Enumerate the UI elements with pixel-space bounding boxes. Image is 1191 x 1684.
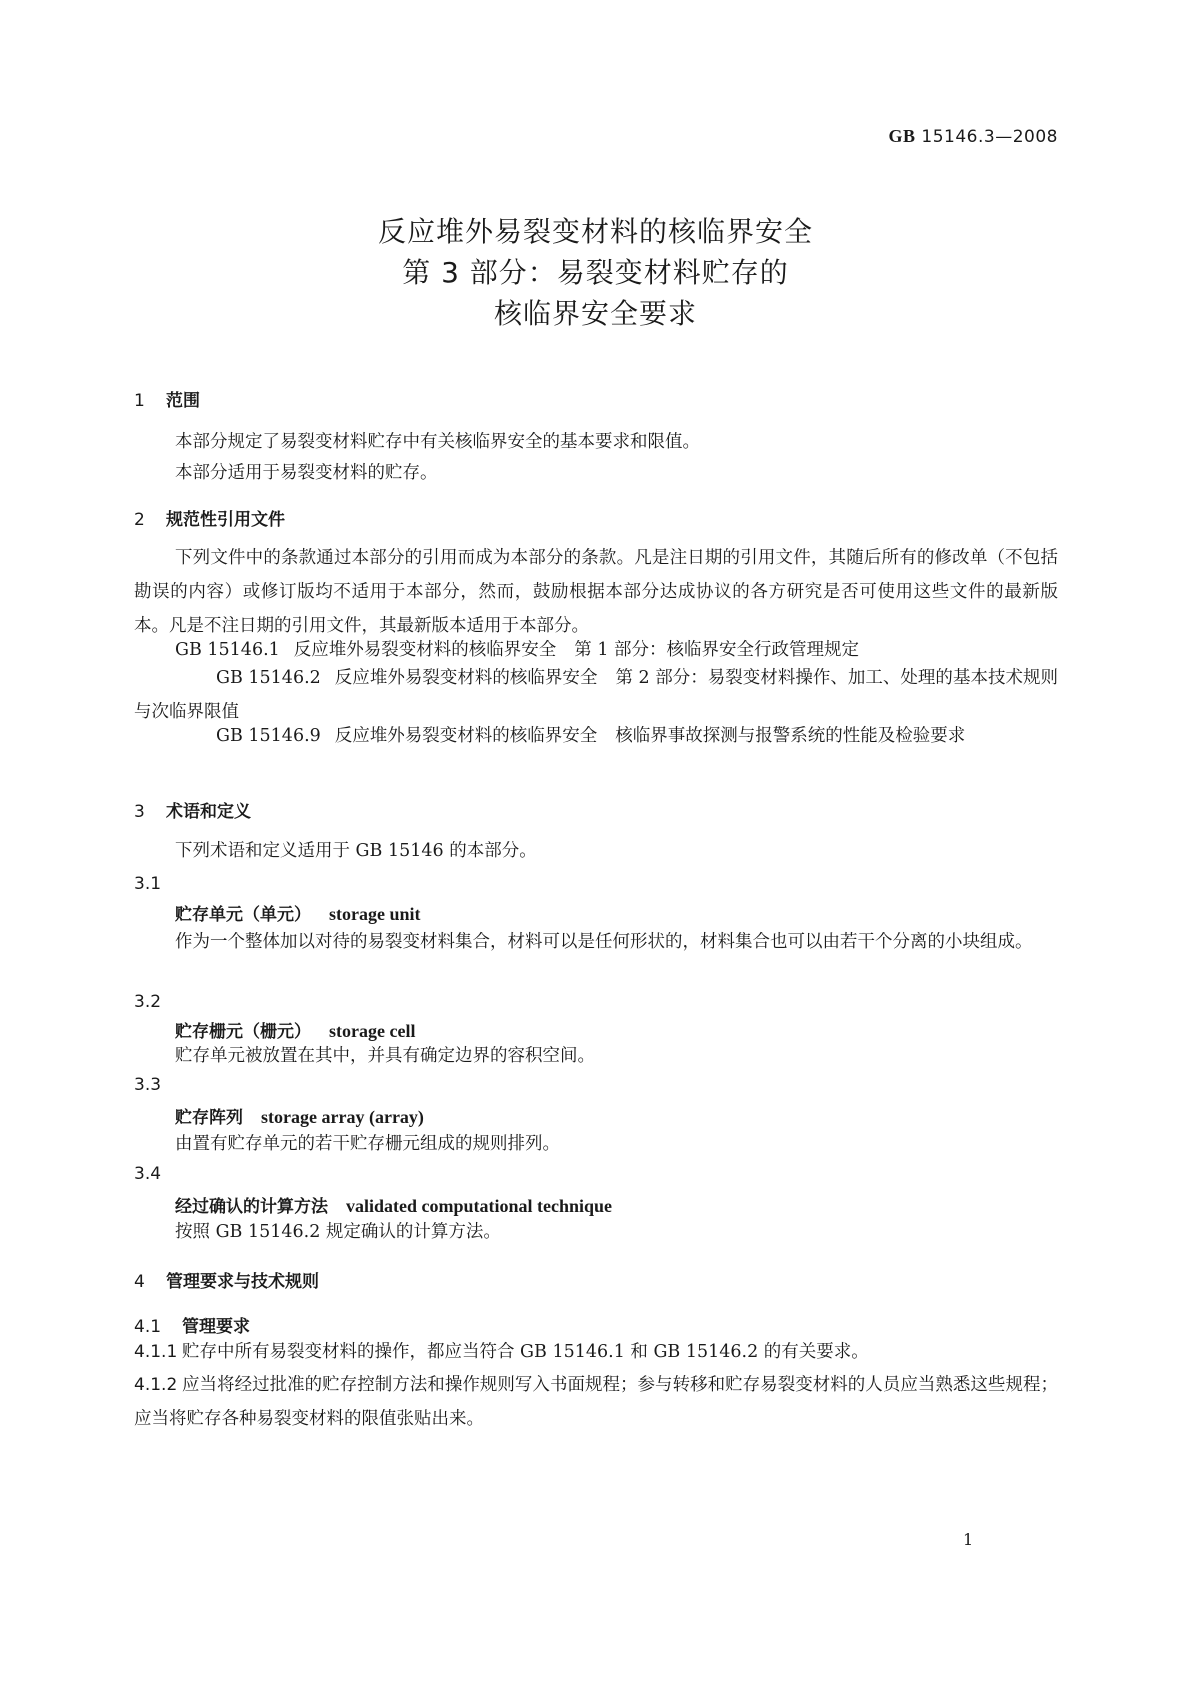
section-number: 2 [134,510,145,530]
section-title: 范围 [166,391,200,411]
term-chinese: 贮存阵列 [175,1108,243,1128]
clause-4-1-1 [134,1335,869,1369]
term-heading [175,900,421,925]
section-title: 规范性引用文件 [166,510,285,530]
clause-number: 4.1.1 [134,1342,178,1362]
document-title-line-1: 反应堆外易裂变材料的核临界安全 [377,215,813,248]
subsection-title: 管理要求 [182,1317,250,1337]
reference-code: GB 15146.2 [216,668,321,688]
reference-title: 反应堆外易裂变材料的核临界安全 [334,726,598,746]
term-number: 3.4 [134,1164,162,1184]
clause-number: 4.1.2 [134,1375,178,1395]
clause-text: 应当将经过批准的贮存控制方法和操作规则写入书面规程；参与转移和贮存易裂变材料的人员应当熟悉这些规程；应当将贮存各种易裂变材料的限值张贴出来。 [134,1375,1058,1429]
reference-title: 反应堆外易裂变材料的核临界安全 [293,640,557,660]
reference-part: 第 2 部分：易裂变材料操作、加工、处理的基本技术规则与次临界限值 [134,668,1058,722]
document-title-line-2: 第 3 部分：易裂变材料贮存的 [402,256,789,289]
section-3-heading [134,797,251,822]
standard-code-header [889,126,1059,147]
term-definition: 贮存单元被放置在其中，并具有确定边界的容积空间。 [175,1046,595,1066]
section-1-paragraph-2: 本部分适用于易裂变材料的贮存。 [175,463,438,483]
section-number: 1 [134,391,145,411]
term-english: storage cell [329,1021,416,1041]
term-number: 3.1 [134,874,162,894]
reference-part: 第 1 部分：核临界安全行政管理规定 [574,640,860,660]
section-1-paragraph-1: 本部分规定了易裂变材料贮存中有关核临界安全的基本要求和限值。 [175,432,700,452]
clause-4-1-2 [134,1368,1058,1436]
reference-code: GB 15146.1 [175,640,280,660]
document-title-line-3: 核临界安全要求 [493,297,697,330]
reference-title: 反应堆外易裂变材料的核临界安全 [334,668,598,688]
term-definition: 按照 GB 15146.2 规定确认的计算方法。 [175,1222,501,1242]
term-definition: 由置有贮存单元的若干贮存栅元组成的规则排列。 [175,1134,560,1154]
section-number: 4 [134,1272,145,1292]
term-english: validated computational technique [346,1196,613,1216]
section-3-intro: 下列术语和定义适用于 GB 15146 的本部分。 [175,841,537,861]
reference-item [134,719,1058,753]
section-2-heading [134,505,285,530]
term-chinese: 经过确认的计算方法 [175,1197,328,1217]
page-number: 1 [963,1530,974,1549]
reference-part: 核临界事故探测与报警系统的性能及检验要求 [615,726,966,746]
section-2-intro: 下列文件中的条款通过本部分的引用而成为本部分的条款。凡是注日期的引用文件，其随后所有的修改单（不包括勘误的内容）或修订版均不适用于本部分，然而，鼓励根据本部分达成协议的各方研究是否可使用这些文件的最新版本。凡是不注日期的引用文件，其最新版本适用于本部分。 [134,548,1058,636]
section-4-heading [134,1267,319,1292]
standard-prefix: GB [888,126,916,146]
term-heading [175,1192,612,1217]
clause-text: 贮存中所有易裂变材料的操作，都应当符合 GB 15146.1 和 GB 15146.2 的有关要求。 [182,1342,869,1362]
term-heading [175,1103,424,1128]
standard-number: 15146.3—2008 [921,127,1058,147]
term-english: storage unit [329,904,421,924]
term-chinese: 贮存单元（单元） [175,905,311,925]
term-number: 3.3 [134,1075,162,1095]
section-number: 3 [134,802,145,822]
term-chinese: 贮存栅元（栅元） [175,1022,311,1042]
subsection-4-1-heading [134,1312,250,1337]
term-number: 3.2 [134,992,162,1012]
reference-code: GB 15146.9 [216,726,321,746]
section-title: 管理要求与技术规则 [166,1272,319,1292]
term-definition: 作为一个整体加以对待的易裂变材料集合，材料可以是任何形状的，材料集合也可以由若干个分离的小块组成。 [175,932,1033,952]
section-1-heading [134,386,200,411]
section-title: 术语和定义 [166,802,251,822]
term-english: storage array (array) [261,1107,424,1127]
subsection-number: 4.1 [134,1317,162,1337]
